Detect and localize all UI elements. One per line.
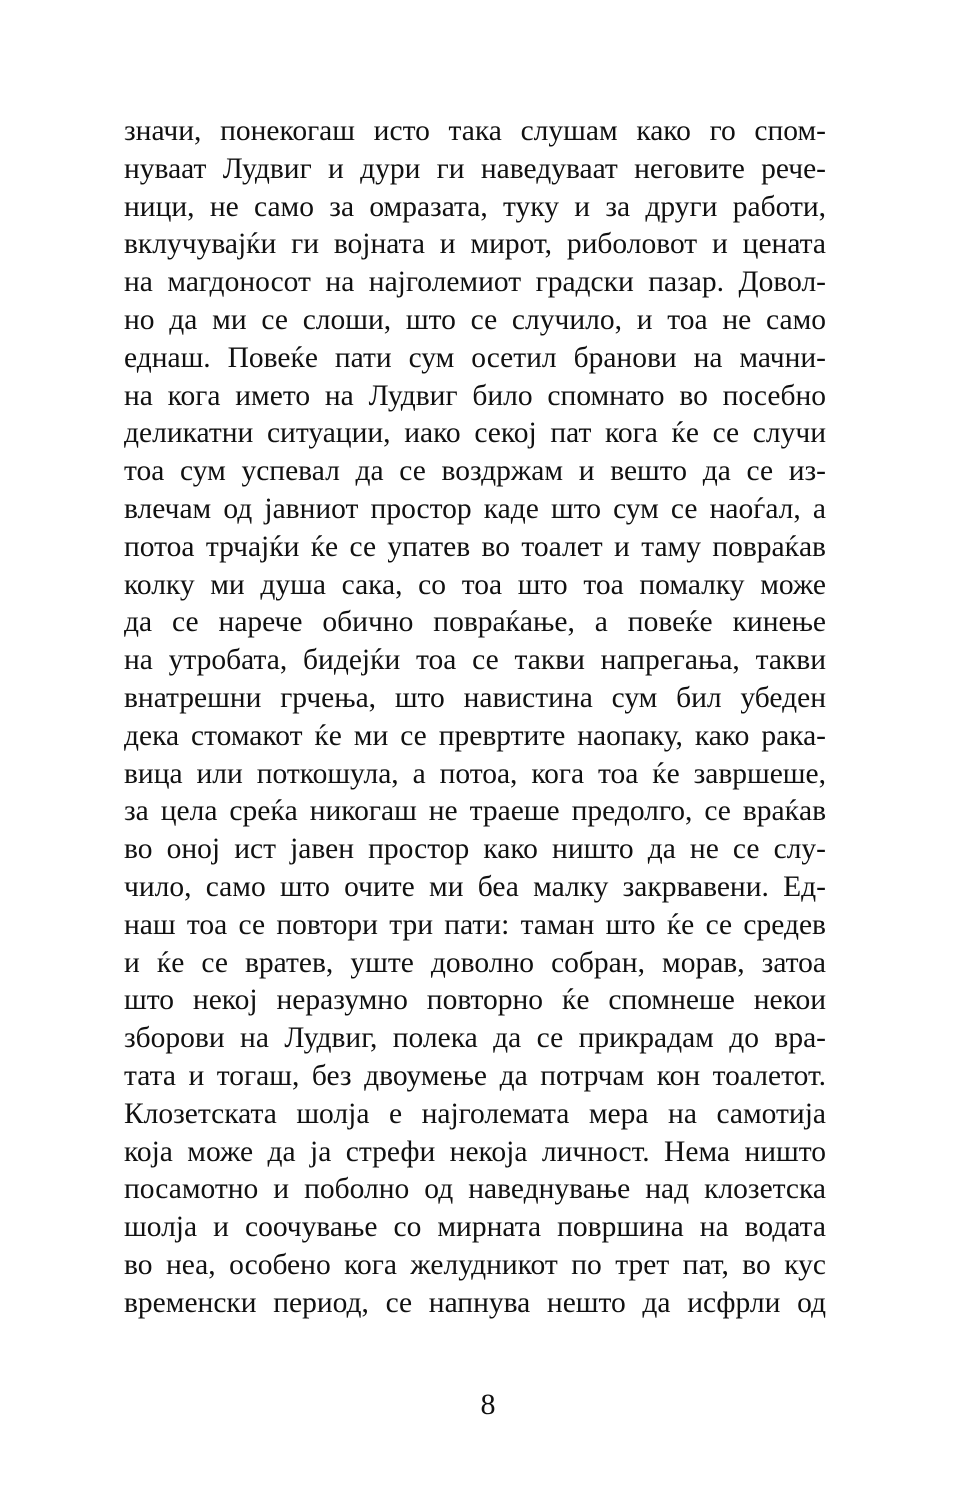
text-line: во неа, особено кога желудникот по трет пат, во кус <box>124 1248 826 1281</box>
text-line: Клозетската шолја е најголемата мера на самотија <box>124 1097 826 1130</box>
text-line: на утробата, бидејќи тоа се такви напрегања, такви <box>124 644 826 677</box>
text-line: значи, понекогаш исто така слушам како го спом- <box>124 115 826 147</box>
text-line: да се нарече обично повраќање, а повеќе кинење <box>124 606 826 639</box>
text-line: и ќе се вратев, уште доволно собран, морав, затоа <box>124 946 826 979</box>
text-line: колку ми душа сака, со тоа што тоа помалку може <box>124 568 826 601</box>
text-line: нуваат Лудвиг и дури ги наведуваат неговите рече- <box>124 152 826 185</box>
text-line: на магдоносот на најголемиот градски пазар. Довол- <box>124 266 826 299</box>
text-line: влечам од јавниот простор каде што сум се наоѓал, а <box>124 492 826 525</box>
text-line: тата и тогаш, без двоумење да потрчам кон тоалетот. <box>124 1059 826 1092</box>
text-line: што некој неразумно повторно ќе спомнеше некои <box>124 984 826 1017</box>
text-line: зборови на Лудвиг, полека да се прикрадам до вра- <box>124 1022 826 1055</box>
text-line: внатрешни грчења, што навистина сум бил убеден <box>124 681 826 714</box>
text-line: која може да ја стрефи некоја личност. Нема ништо <box>124 1135 826 1168</box>
text-line: посамотно и поболно од наведнување над клозетска <box>124 1173 826 1206</box>
text-line: но да ми се слоши, што се случило, и тоа не само <box>124 303 826 336</box>
text-line: потоа трчајќи ќе се упатев во тоалет и таму повраќав <box>124 530 826 563</box>
text-line: временски период, се напнува нешто да исфрли од <box>124 1286 826 1319</box>
text-line: наш тоа се повтори три пати: таман што ќе се средев <box>124 908 826 941</box>
text-line: вица или поткошула, а потоа, кога тоа ќе завршеше, <box>124 757 826 790</box>
text-line: вклучувајќи ги војната и мирот, риболовот и цената <box>124 228 826 261</box>
text-line: во оној ист јавен простор како ништо да не се слу- <box>124 833 826 866</box>
text-line: шолја и соочување со мирната површина на водата <box>124 1211 826 1244</box>
body-text <box>124 113 826 1323</box>
text-line: деликатни ситуации, иако секој пат кога ќе се случи <box>124 417 826 450</box>
text-line: дека стомакот ќе ми се превртите наопаку, како рака- <box>124 719 826 752</box>
page-number: 8 <box>480 1388 496 1421</box>
text-line: тоа сум успевал да се воздржам и вешто да се из- <box>124 455 826 488</box>
text-line: за цела среќа никогаш не траеше предолго, се враќав <box>124 795 826 828</box>
text-line: еднаш. Повеќе пати сум осетил бранови на мачни- <box>124 341 826 374</box>
text-line: ници, не само за омразата, туку и за други работи, <box>124 190 826 223</box>
text-line: чило, само што очите ми беа малку закрвавени. Ед- <box>124 870 826 903</box>
text-line: на кога името на Лудвиг било спомнато во посебно <box>124 379 826 412</box>
